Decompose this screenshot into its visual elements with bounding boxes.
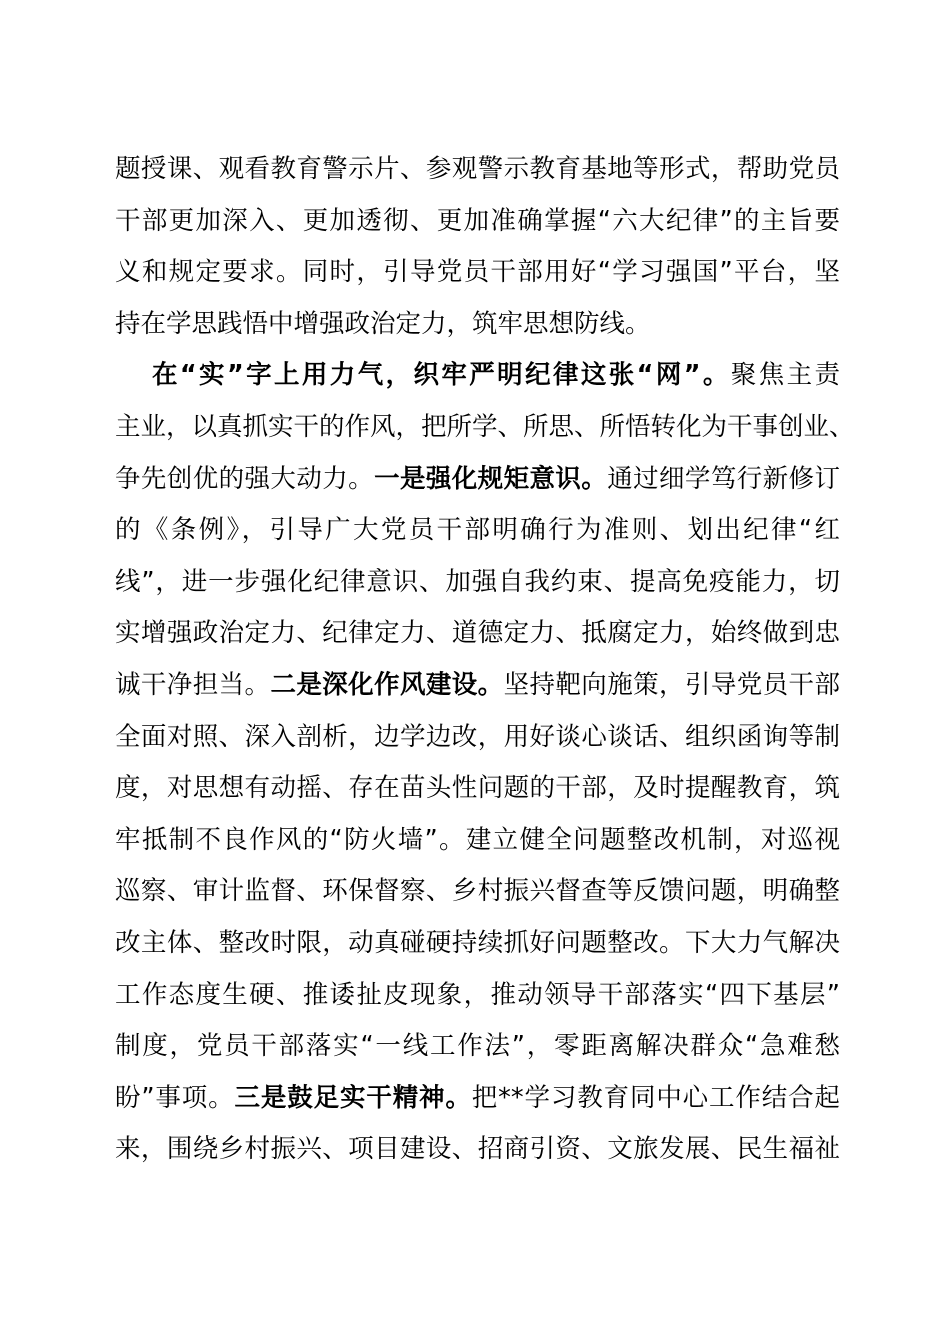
text-run: 聚焦主责 xyxy=(730,360,840,391)
text-line xyxy=(115,866,840,918)
paragraph-heading: 在“实”字上用力气，织牢严明纪律这张“网”。 xyxy=(152,360,731,391)
text-run: 工作态度生硬、推诿扯皮现象，推动领导干部落实“四下基层” xyxy=(115,979,840,1010)
text-run: 通过细学笃行新修订 xyxy=(607,463,840,494)
text-run: 巡察、审计监督、环保督察、乡村振兴督查等反馈问题，明确整 xyxy=(115,876,840,907)
text-run: 题授课、观看教育警示片、参观警示教育基地等形式，帮助党员 xyxy=(115,154,840,184)
text-line xyxy=(115,454,840,506)
text-line-paragraph-end xyxy=(115,299,840,351)
text-run: 坚持靶向施策，引导党员干部 xyxy=(503,669,840,700)
text-run: 干部更加深入、更加透彻、更加准确掌握“六大纪律”的主旨要 xyxy=(115,205,840,236)
point-heading-1: 一是强化规矩意识。 xyxy=(374,463,608,494)
text-line-paragraph-start xyxy=(115,350,840,402)
text-line xyxy=(115,144,840,196)
text-line xyxy=(115,1124,840,1176)
text-run: 义和规定要求。同时，引导党员干部用好“学习强国”平台，坚 xyxy=(115,257,840,288)
text-line xyxy=(115,763,840,815)
text-run: 持在学思践悟中增强政治定力，筑牢思想防线。 xyxy=(115,308,651,339)
text-run: 牢抵制不良作风的“防火墙”。建立健全问题整改机制，对巡视 xyxy=(115,824,840,855)
text-run: 的《条例》，引导广大党员干部明确行为准则、划出纪律“红 xyxy=(115,515,840,546)
text-run: 度，对思想有动摇、存在苗头性问题的干部，及时提醒教育，筑 xyxy=(115,773,840,804)
text-run: 全面对照、深入剖析，边学边改，用好谈心谈话、组织函询等制 xyxy=(115,721,840,752)
text-run: 来，围绕乡村振兴、项目建设、招商引资、文旅发展、民生福祉 xyxy=(115,1134,840,1165)
text-line xyxy=(115,557,840,609)
text-line xyxy=(115,196,840,248)
text-line xyxy=(115,1021,840,1073)
text-line xyxy=(115,815,840,867)
text-run: 制度，党员干部落实“一线工作法”，零距离解决群众“急难愁 xyxy=(115,1031,840,1062)
text-run: 把**学习教育同中心工作结合起 xyxy=(471,1082,840,1113)
text-run: 主业，以真抓实干的作风，把所学、所思、所悟转化为干事创业、 xyxy=(115,411,855,442)
text-line xyxy=(115,402,855,454)
text-line xyxy=(115,505,840,557)
text-run: 诚干净担当。 xyxy=(115,669,271,700)
text-line xyxy=(115,970,840,1022)
body-text xyxy=(115,144,855,1176)
text-line xyxy=(115,712,840,764)
text-line xyxy=(115,918,840,970)
point-heading-2: 二是深化作风建设。 xyxy=(270,669,504,700)
text-run: 改主体、整改时限，动真碰硬持续抓好问题整改。下大力气解决 xyxy=(115,927,840,958)
text-line xyxy=(115,247,840,299)
text-line xyxy=(115,1073,840,1125)
text-run: 盼”事项。 xyxy=(115,1082,235,1113)
point-heading-3: 三是鼓足实干精神。 xyxy=(234,1082,472,1113)
text-line xyxy=(115,608,840,660)
text-line xyxy=(115,660,840,712)
text-run: 实增强政治定力、纪律定力、道德定力、抵腐定力，始终做到忠 xyxy=(115,618,840,649)
text-run: 争先创优的强大动力。 xyxy=(115,463,375,494)
text-run: 线”，进一步强化纪律意识、加强自我约束、提高免疫能力，切 xyxy=(115,566,840,597)
